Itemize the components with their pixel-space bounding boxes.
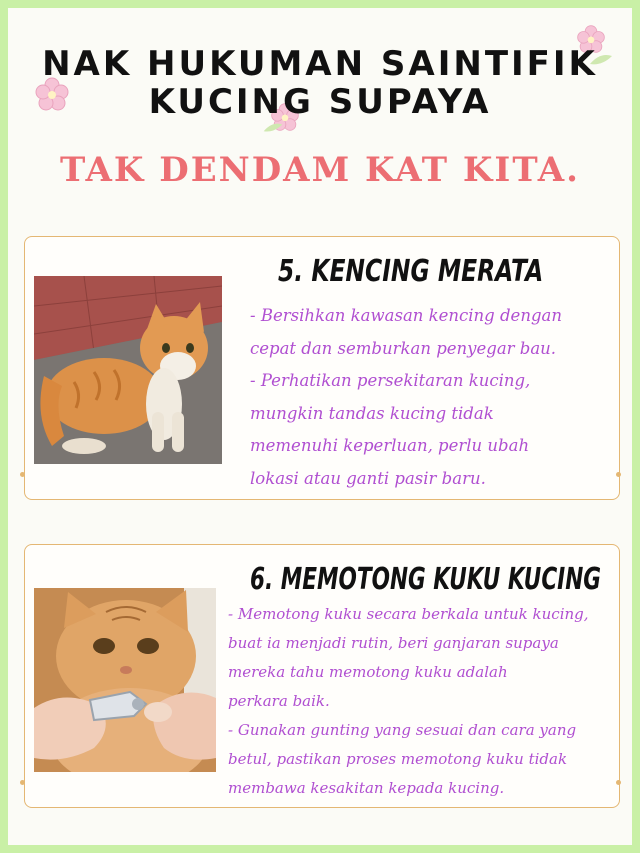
- text-line: - Bersihkan kawasan kencing dengan: [250, 306, 562, 325]
- section-6-text: [228, 600, 589, 803]
- section-6-heading: 6. MEMOTONG KUKU KUCING: [250, 562, 602, 597]
- text-line: lokasi atau ganti pasir baru.: [250, 468, 486, 488]
- text-line: buat ia menjadi rutin, beri ganjaran supaya: [228, 634, 559, 652]
- text-line: - Perhatikan persekitaran kucing,: [250, 371, 531, 390]
- page-subtitle: TAK DENDAM KAT KITA.: [60, 150, 580, 190]
- text-line: membawa kesakitan kepada kucing.: [228, 779, 505, 797]
- cat-nail-trim-photo: [34, 588, 216, 772]
- text-line: - Gunakan gunting yang sesuai dan cara yang: [228, 721, 577, 739]
- page-title-line-2: KUCING SUPAYA: [148, 82, 492, 122]
- text-line: mungkin tandas kucing tidak: [250, 403, 494, 423]
- text-line: cepat dan semburkan penyegar bau.: [250, 338, 557, 358]
- card-dot: [616, 780, 621, 785]
- card-dot: [20, 780, 25, 785]
- cat-photo: [34, 276, 222, 464]
- page-title-line-1: NAK HUKUMAN SAINTIFIK: [42, 44, 598, 84]
- text-line: mereka tahu memotong kuku adalah: [228, 663, 508, 681]
- text-line: - Memotong kuku secara berkala untuk kucing,: [228, 605, 589, 623]
- text-line: memenuhi keperluan, perlu ubah: [250, 436, 530, 455]
- text-line: perkara baik.: [228, 692, 330, 710]
- card-dot: [20, 472, 25, 477]
- section-5-text: [250, 300, 562, 495]
- infographic-page: [8, 8, 632, 845]
- card-dot: [616, 472, 621, 477]
- section-5-heading: 5. KENCING MERATA: [278, 254, 544, 289]
- text-line: betul, pastikan proses memotong kuku tidak: [228, 750, 568, 768]
- leaf-icon: [262, 120, 284, 134]
